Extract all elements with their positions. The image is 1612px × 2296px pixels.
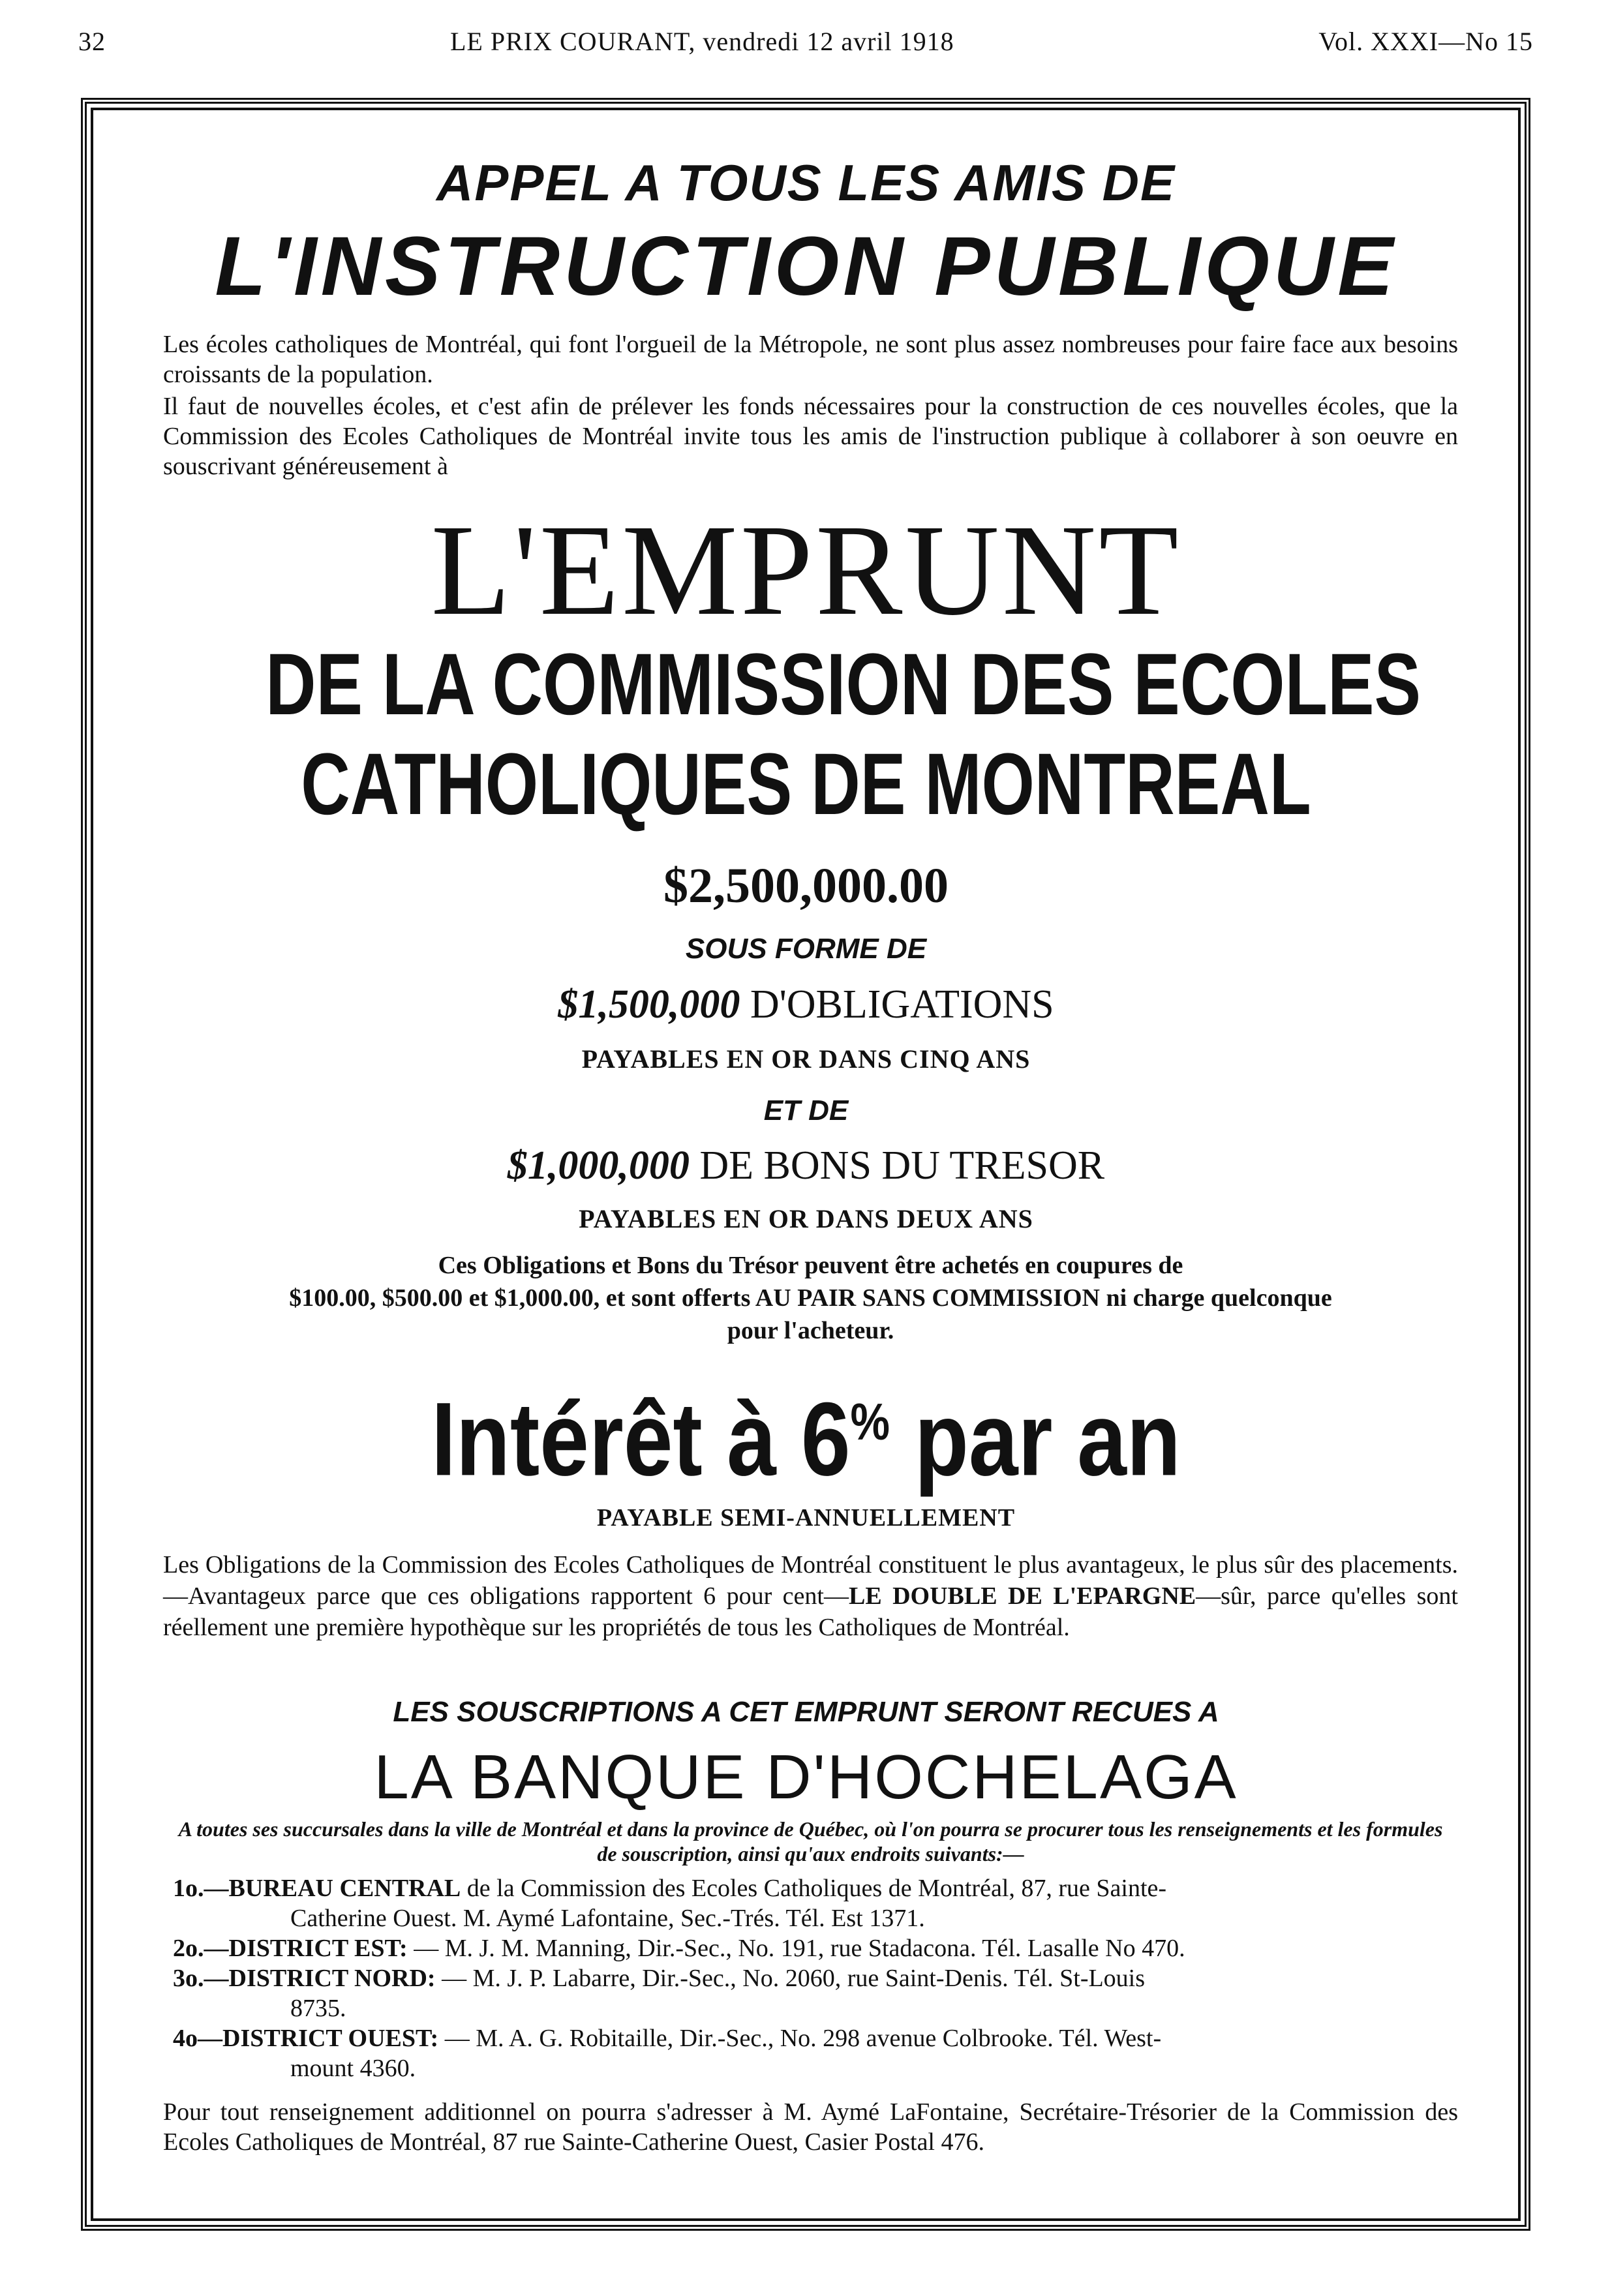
payable-semi-annual: PAYABLE SEMI-ANNUELLEMENT [596, 1504, 1016, 1532]
ad-kicker: APPEL A TOUS LES AMIS DE [436, 154, 1176, 211]
obligations-label: D'OBLIGATIONS [750, 982, 1054, 1027]
volume-number: Vol. XXXI—No 15 [1318, 27, 1533, 56]
intro-paragraph-2: Il faut de nouvelles écoles, et c'est afin de prélever les fonds nécessaires pour la construction de ces nouvelles écoles, que la Commission des Ecoles Catholiques de Montréal invite tous les amis de l'instruction publique à collaborer à son oeuvre en souscrivant généreusement à [163, 393, 1458, 480]
loan-amount: $2,500,000.00 [663, 858, 949, 913]
publication-title: LE PRIX COURANT, vendredi 12 avril 1918 [450, 27, 954, 56]
subscriptions-heading: LES SOUSCRIPTIONS A CET EMPRUNT SERONT RECUES A [393, 1696, 1219, 1728]
bons-label: DE BONS DU TRESOR [699, 1143, 1105, 1188]
intro-paragraph-1: Les écoles catholiques de Montréal, qui font l'orgueil de la Métropole, ne sont plus assez nombreuses pour faire face aux besoins croissants de la population. [163, 331, 1458, 388]
catholiques-line: CATHOLIQUES DE MONTREAL [301, 736, 1311, 833]
sous-forme-label: SOUS FORME DE [685, 933, 927, 965]
page-header [78, 26, 1533, 65]
coupures-emphasis: AU PAIR SANS COMMISSION [755, 1284, 1100, 1312]
coupures-line-2: $100.00, $500.00 et $1,000.00, et sont offerts AU PAIR SANS COMMISSION ni charge quelconque [289, 1284, 1332, 1312]
commission-line: DE LA COMMISSION DES ECOLES [266, 636, 1422, 733]
coupures-line-3: pour l'acheteur. [727, 1317, 894, 1344]
branches-note: A toutes ses succursales dans la ville de Montréal et dans la province de Québec, où l'on pourra se procurer tous les renseignements et les formules de souscription, ainsi qu'aux endroits suivants:— [178, 1817, 1443, 1865]
interest-headline: Intérêt à 6% par an [431, 1380, 1181, 1498]
bons-amount: $1,000,000 [507, 1143, 690, 1188]
et-de-label: ET DE [763, 1095, 849, 1126]
obligations-amount: $1,500,000 [558, 982, 740, 1027]
obligations-line [130, 982, 1482, 1028]
coupures-paragraph [163, 1249, 1458, 1347]
advantages-emphasis: LE DOUBLE DE L'EPARGNE [848, 1582, 1196, 1610]
page-number: 32 [78, 27, 106, 56]
bons-terms: PAYABLES EN OR DANS DEUX ANS [579, 1204, 1033, 1233]
percent-sign: % [850, 1393, 890, 1451]
list-item: 3o.—DISTRICT NORD: — M. J. P. Labarre, Dir.-Sec., No. 2060, rue Saint-Denis. Tél. St-Louis 8735. [173, 1965, 1146, 2022]
bank-name: LA BANQUE D'HOCHELAGA [374, 1742, 1238, 1812]
locations-list [173, 1873, 1468, 2083]
loan-title: L'EMPRUNT [431, 498, 1181, 642]
coupures-line-1: Ces Obligations et Bons du Trésor peuvent être achetés en coupures de [438, 1252, 1183, 1279]
obligations-terms: PAYABLES EN OR DANS CINQ ANS [581, 1044, 1031, 1074]
contact-paragraph: Pour tout renseignement additionnel on pourra s'adresser à M. Aymé LaFontaine, Secrétaire-Trésorier de la Commission des Ecoles Catholiques de Montréal, 87 rue Sainte-Catherine Ouest, Casier Postal 476. [163, 2098, 1458, 2156]
bons-line [130, 1143, 1482, 1189]
interest-rate: 6 [800, 1380, 851, 1498]
advantages-paragraph: Les Obligations de la Commission des Ecoles Catholiques de Montréal constituent le plus avantageux, le plus sûr des placements.—Avantageux parce que ces obligations rapportent 6 pour cent—LE DOUBLE DE L'EPARGNE—sûr, parce qu'elles sont réellement une première hypothèque sur les propriétés de tous les Catholiques de Montréal. [163, 1551, 1458, 1641]
ad-headline: L'INSTRUCTION PUBLIQUE [215, 220, 1397, 313]
list-item: 2o.—DISTRICT EST: — M. J. M. Manning, Dir.-Sec., No. 191, rue Stadacona. Tél. Lasalle No 470. [173, 1935, 1185, 1962]
list-item: 1o.—BUREAU CENTRAL de la Commission des Ecoles Catholiques de Montréal, 87, rue Sainte- Catherine Ouest. M. Aymé Lafontaine, Sec.-Trés. Tél. Est 1371. [173, 1875, 1167, 1932]
list-item: 4o—DISTRICT OUEST: — M. A. G. Robitaille, Dir.-Sec., No. 298 avenue Colbrooke. Tél. West- mount 4360. [173, 2025, 1162, 2082]
